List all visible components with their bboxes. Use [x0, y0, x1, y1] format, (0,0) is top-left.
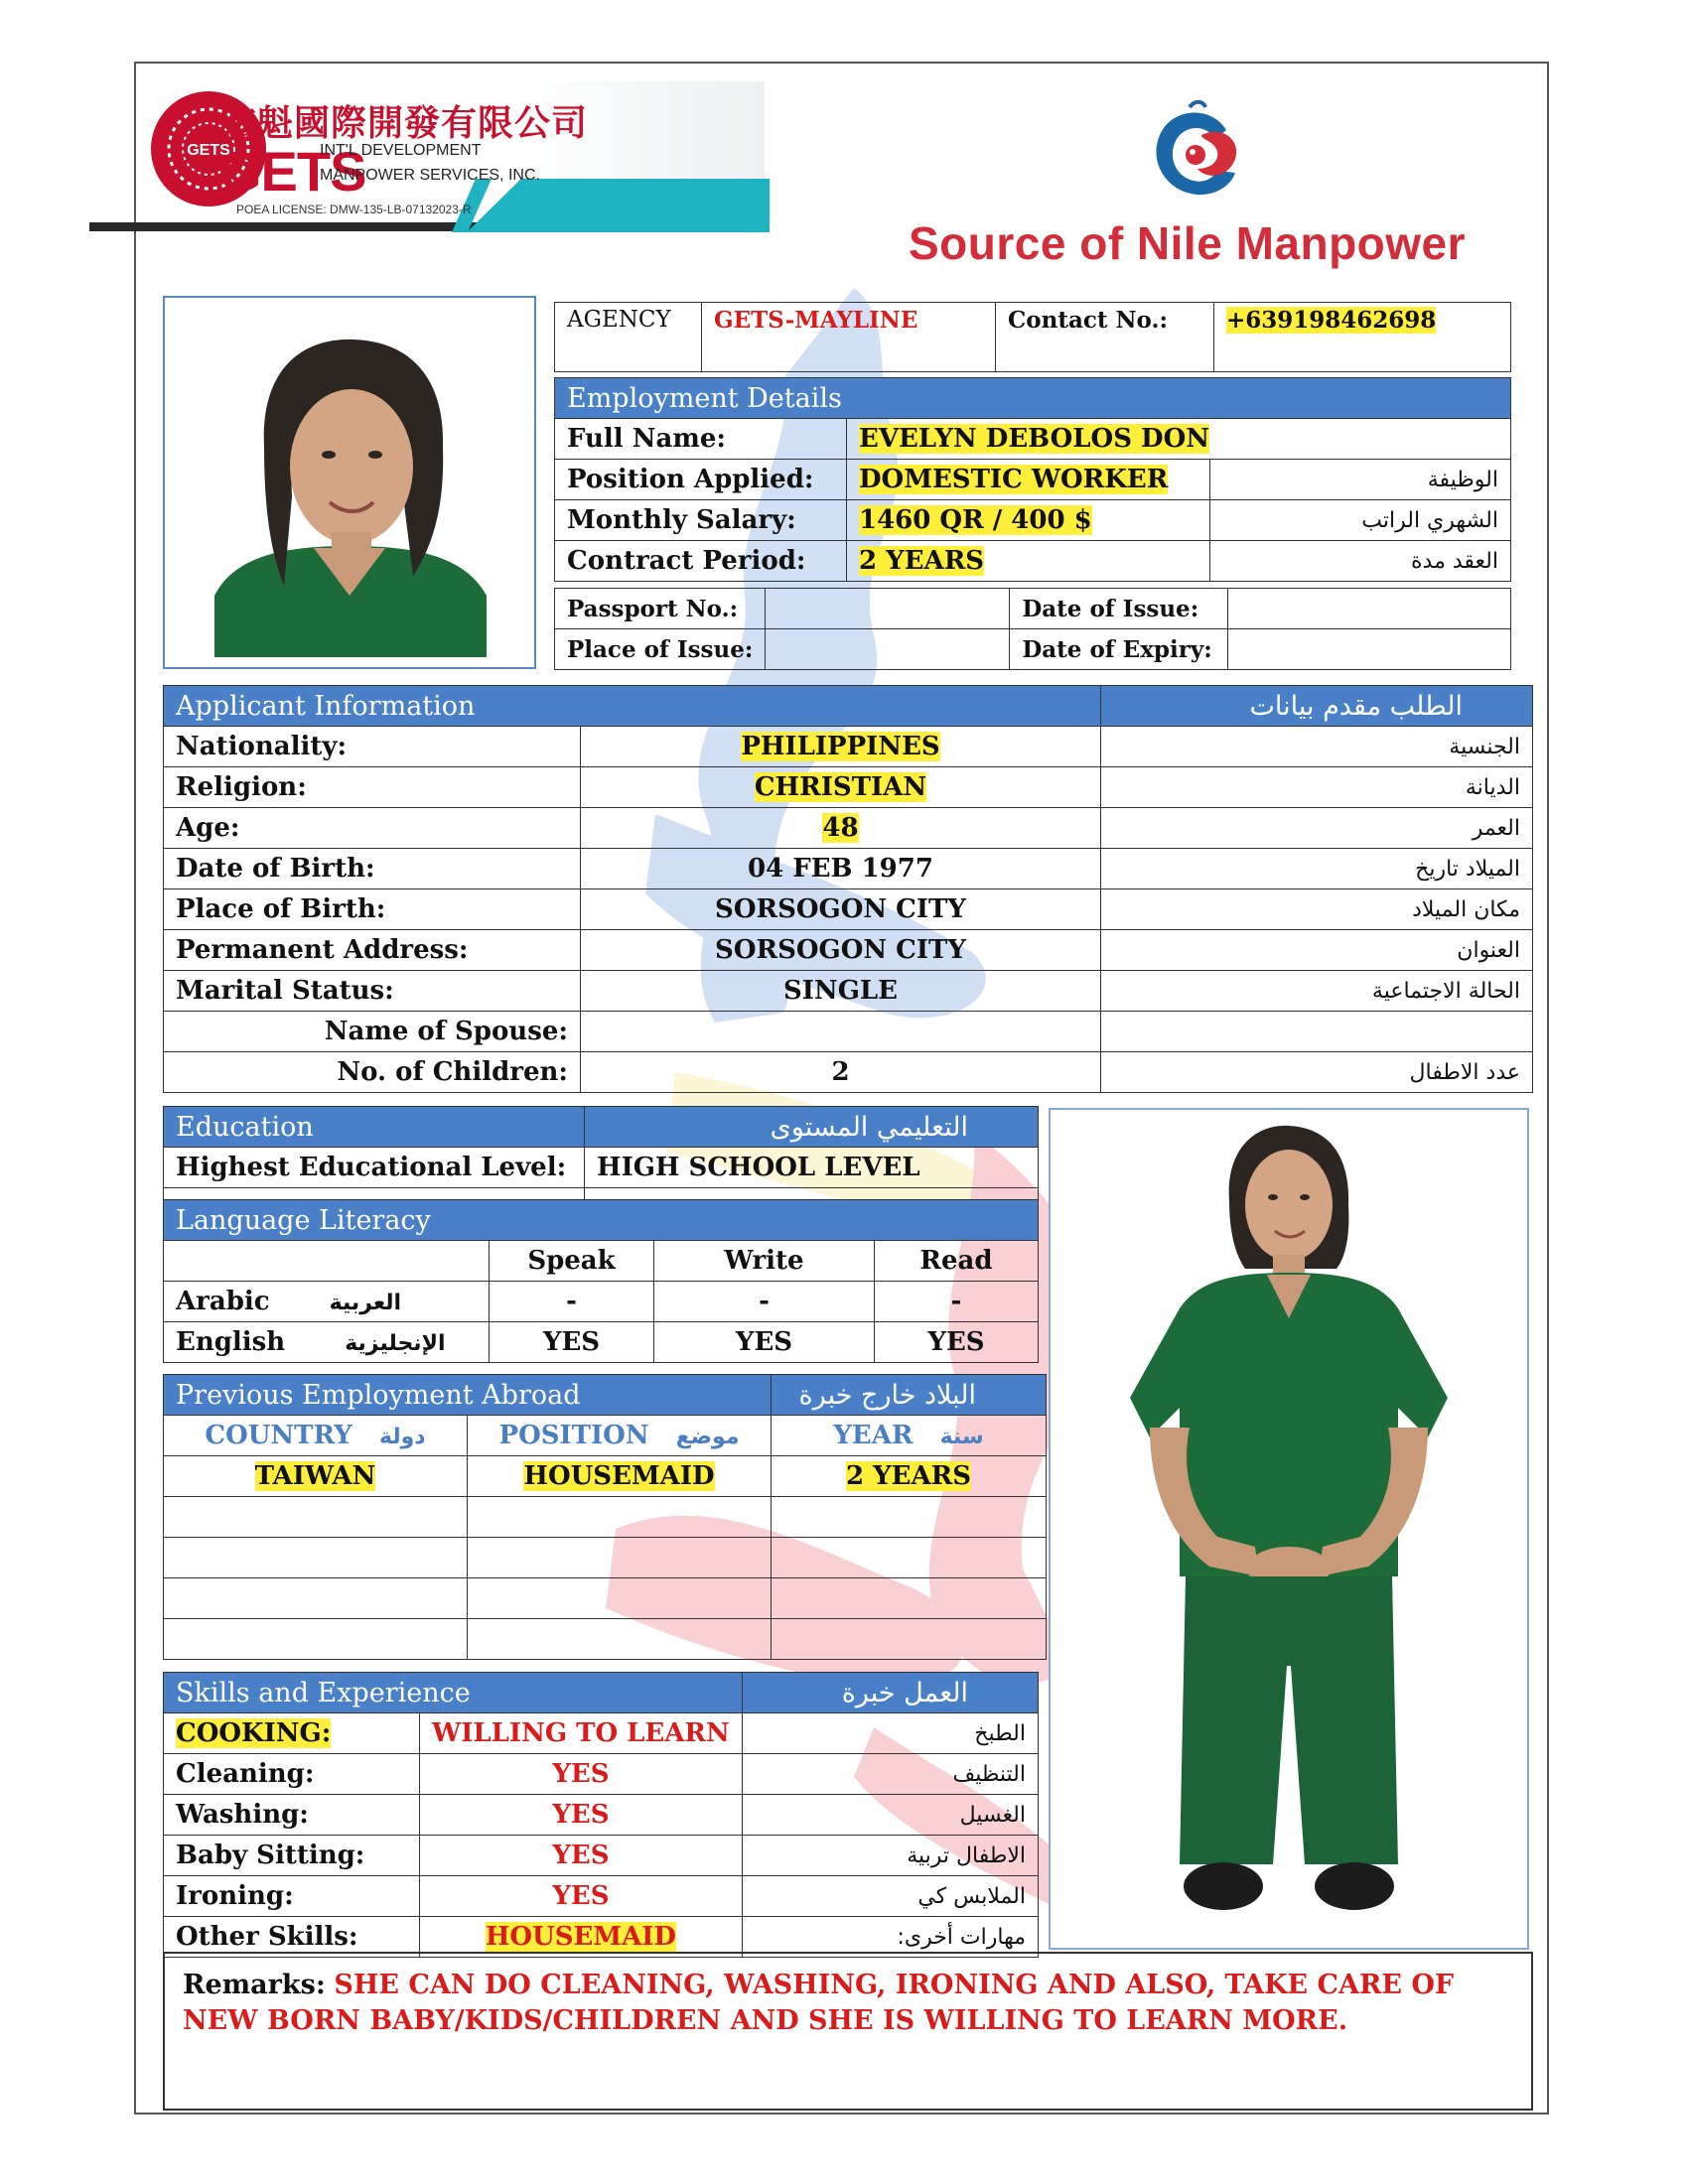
applicant-row-label: Permanent Address: — [164, 930, 581, 971]
skill-label-arabic: الملابس كي — [742, 1876, 1038, 1917]
education-table — [163, 1106, 1039, 1200]
skill-label-arabic: التنظيف — [742, 1754, 1038, 1795]
col-speak: Speak — [490, 1241, 654, 1282]
col-read: Read — [875, 1241, 1039, 1282]
position-label-arabic: الوظيفة — [1210, 460, 1511, 500]
col-year: YEAR — [833, 1421, 914, 1450]
applicant-row — [164, 930, 1533, 971]
applicant-headshot — [163, 296, 536, 669]
applicant-row-label: Name of Spouse: — [164, 1012, 581, 1052]
language-name-cell — [164, 1322, 490, 1363]
empty-cell — [164, 1619, 468, 1660]
language-name: English — [176, 1327, 286, 1357]
applicant-row-label-arabic — [1101, 1012, 1533, 1052]
position-value: DOMESTIC WORKER — [859, 465, 1169, 494]
issue-date-label: Date of Issue: — [1010, 589, 1228, 629]
applicant-row-label-arabic: مكان الميلاد — [1101, 889, 1533, 930]
salary-value: 1460 QR / 400 $ — [859, 505, 1092, 535]
language-write: YES — [654, 1322, 875, 1363]
applicant-row — [164, 849, 1533, 889]
language-name-arabic: الإنجليزية — [345, 1331, 446, 1356]
applicant-row-value-cell — [581, 767, 1101, 808]
skill-label: COOKING: — [176, 1718, 332, 1748]
applicant-row-value-cell — [581, 727, 1101, 767]
nile-logo-icon — [1132, 95, 1251, 205]
country-cell — [164, 1456, 468, 1497]
empty-cell — [772, 1578, 1047, 1619]
position-label: Position Applied: — [555, 460, 847, 500]
language-read: YES — [875, 1322, 1039, 1363]
skill-label: Other Skills: — [176, 1922, 358, 1952]
language-name-cell — [164, 1282, 490, 1322]
language-speak: YES — [490, 1322, 654, 1363]
applicant-row-label: Age: — [164, 808, 581, 849]
skill-row — [164, 1876, 1039, 1917]
previous-employment-empty-row — [164, 1538, 1047, 1578]
skill-label-cell — [164, 1795, 420, 1836]
gets-subtitle-1: INT'L DEVELOPMENT — [320, 142, 482, 159]
skills-experience-table — [163, 1672, 1039, 1958]
applicant-row-value: 04 FEB 1977 — [748, 854, 933, 884]
salary-label-arabic: الشهري الراتب — [1210, 500, 1511, 541]
remarks-box — [163, 1952, 1533, 2111]
language-name-arabic: العربية — [329, 1291, 402, 1315]
issue-date-value — [1228, 589, 1511, 629]
empty-cell — [468, 1538, 772, 1578]
gets-wordmark: GETS — [218, 140, 366, 203]
applicant-row-value-cell — [581, 1052, 1101, 1093]
empty-cell — [772, 1538, 1047, 1578]
col-year-arabic: سنة — [939, 1425, 984, 1449]
gets-chinese-name: 宏魁國際開發有限公司 — [220, 103, 589, 144]
skill-label-cell — [164, 1876, 420, 1917]
applicant-row-label: Date of Birth: — [164, 849, 581, 889]
place-of-issue-label: Place of Issue: — [555, 629, 766, 670]
contract-label: Contract Period: — [555, 541, 847, 582]
full-name-value: EVELYN DEBOLOS DON — [859, 424, 1209, 454]
employment-details-table — [554, 377, 1511, 582]
applicant-row-label: Religion: — [164, 767, 581, 808]
col-write: Write — [654, 1241, 875, 1282]
applicant-row-label: No. of Children: — [164, 1052, 581, 1093]
applicant-row-label: Marital Status: — [164, 971, 581, 1012]
education-title-arabic: التعليمي المستوى — [585, 1107, 1039, 1148]
col-country: COUNTRY — [205, 1421, 352, 1450]
contact-value: +639198462698 — [1226, 307, 1437, 334]
language-write: - — [654, 1282, 875, 1322]
previous-year: 2 YEARS — [845, 1461, 972, 1491]
language-read: - — [875, 1282, 1039, 1322]
education-level-value: HIGH SCHOOL LEVEL — [585, 1148, 1039, 1188]
passport-no-value — [766, 589, 1010, 629]
applicant-row-label-arabic: الديانة — [1101, 767, 1533, 808]
col-country-arabic: دولة — [379, 1425, 426, 1449]
language-literacy-table — [163, 1199, 1039, 1363]
skill-row — [164, 1795, 1039, 1836]
contract-label-arabic: العقد مدة — [1210, 541, 1511, 582]
applicant-row — [164, 889, 1533, 930]
passport-table — [554, 588, 1511, 670]
empty-cell — [164, 1538, 468, 1578]
education-title: Education — [164, 1107, 585, 1148]
applicant-row-value: PHILIPPINES — [741, 732, 940, 761]
skills-title-arabic: العمل خبرة — [742, 1673, 1038, 1713]
previous-employment-title-arabic: البلاد خارج خبرة — [772, 1375, 1047, 1416]
skill-value: WILLING TO LEARN — [432, 1718, 730, 1748]
skill-value: YES — [552, 1759, 610, 1789]
empty-cell — [164, 1578, 468, 1619]
gets-subtitle-2: MANPOWER SERVICES, INC. — [320, 167, 540, 184]
language-row — [164, 1322, 1039, 1363]
education-level-label: Highest Educational Level: — [164, 1148, 585, 1188]
applicant-row — [164, 1012, 1533, 1052]
gets-license: POEA LICENSE: DMW-135-LB-07132023-R — [236, 203, 472, 216]
empty-cell — [164, 1497, 468, 1538]
col-position-arabic: موضع — [675, 1425, 740, 1449]
previous-employment-empty-row — [164, 1497, 1047, 1538]
agency-table — [554, 302, 1511, 372]
remarks-label: Remarks: — [183, 1970, 326, 2000]
year-cell — [772, 1456, 1047, 1497]
skill-label-arabic: الطبخ — [742, 1713, 1038, 1754]
expiry-date-value — [1228, 629, 1511, 670]
applicant-row-label-arabic: الميلاد تاريخ — [1101, 849, 1533, 889]
contract-value: 2 YEARS — [859, 546, 985, 576]
skill-value-cell — [420, 1836, 743, 1876]
applicant-row-value: CHRISTIAN — [754, 772, 927, 802]
applicant-row-value-cell — [581, 808, 1101, 849]
empty-cell — [468, 1619, 772, 1660]
passport-no-label: Passport No.: — [555, 589, 766, 629]
skill-value-cell — [420, 1795, 743, 1836]
skill-label: Baby Sitting: — [176, 1841, 365, 1870]
applicant-row-value-cell — [581, 971, 1101, 1012]
applicant-row-value: SINGLE — [782, 976, 898, 1006]
agency-label: AGENCY — [555, 303, 702, 372]
applicant-row-label-arabic: العنوان — [1101, 930, 1533, 971]
applicant-row-label-arabic: الجنسية — [1101, 727, 1533, 767]
nile-title: Source of Nile Manpower — [909, 217, 1467, 269]
previous-country: TAIWAN — [254, 1461, 376, 1491]
skill-row — [164, 1713, 1039, 1754]
applicant-row-value-cell — [581, 930, 1101, 971]
agency-value: GETS-MAYLINE — [702, 303, 996, 372]
applicant-information-table — [163, 685, 1533, 1093]
language-literacy-title: Language Literacy — [164, 1200, 1039, 1241]
full-name-label: Full Name: — [555, 419, 847, 460]
skill-label-arabic: الغسيل — [742, 1795, 1038, 1836]
skill-label: Cleaning: — [176, 1759, 315, 1789]
applicant-row-value-cell — [581, 849, 1101, 889]
previous-employment-empty-row — [164, 1578, 1047, 1619]
empty-cell — [772, 1619, 1047, 1660]
position-cell — [468, 1456, 772, 1497]
applicant-row-value: 2 — [831, 1057, 850, 1087]
skill-value-cell — [420, 1876, 743, 1917]
skill-label: Washing: — [176, 1800, 309, 1830]
skill-value: YES — [552, 1800, 610, 1830]
applicant-row-value: 48 — [822, 813, 859, 843]
applicant-row — [164, 1052, 1533, 1093]
applicant-row-label-arabic: العمر — [1101, 808, 1533, 849]
skill-label-cell — [164, 1713, 420, 1754]
language-name: Arabic — [176, 1287, 270, 1316]
place-of-issue-value — [766, 629, 1010, 670]
skill-label-cell — [164, 1754, 420, 1795]
applicant-row-label: Nationality: — [164, 727, 581, 767]
header-rule — [89, 222, 506, 231]
skill-row — [164, 1836, 1039, 1876]
empty-cell — [468, 1578, 772, 1619]
applicant-row-label: Place of Birth: — [164, 889, 581, 930]
previous-employment-table — [163, 1374, 1047, 1660]
gets-badge-text: GETS — [187, 142, 230, 159]
salary-label: Monthly Salary: — [555, 500, 847, 541]
skill-label: Ironing: — [176, 1881, 294, 1911]
applicant-row — [164, 727, 1533, 767]
contact-label: Contact No.: — [996, 303, 1214, 372]
skill-value: HOUSEMAID — [485, 1922, 676, 1952]
skills-title: Skills and Experience — [164, 1673, 743, 1713]
employment-details-title: Employment Details — [555, 378, 1511, 419]
language-row — [164, 1282, 1039, 1322]
previous-employment-empty-row — [164, 1619, 1047, 1660]
skill-value: YES — [552, 1881, 610, 1911]
applicant-row-value-cell — [581, 889, 1101, 930]
empty-cell — [468, 1497, 772, 1538]
col-position: POSITION — [498, 1421, 649, 1450]
applicant-row — [164, 767, 1533, 808]
applicant-row-label-arabic: الحالة الاجتماعية — [1101, 971, 1533, 1012]
applicant-full-body-photo — [1049, 1108, 1529, 1950]
skill-label-cell — [164, 1836, 420, 1876]
skill-label-arabic: الاطفال تربية — [742, 1836, 1038, 1876]
previous-employment-title: Previous Employment Abroad — [164, 1375, 772, 1416]
applicant-row — [164, 971, 1533, 1012]
applicant-row-label-arabic: عدد الاطفال — [1101, 1052, 1533, 1093]
skill-value-cell — [420, 1713, 743, 1754]
applicant-row-value: SORSOGON CITY — [715, 935, 966, 965]
skill-label-arabic: مهارات أخرى: — [742, 1917, 1038, 1958]
skill-row — [164, 1754, 1039, 1795]
skill-value: YES — [552, 1841, 610, 1870]
applicant-row — [164, 808, 1533, 849]
expiry-date-label: Date of Expiry: — [1010, 629, 1228, 670]
applicant-information-title-arabic: الطلب مقدم بيانات — [1101, 686, 1533, 727]
skill-value-cell — [420, 1754, 743, 1795]
remarks-text: SHE CAN DO CLEANING, WASHING, IRONING AND ALSO, TAKE CARE OF NEW BORN BABY/KIDS/CHILDREN AND SHE IS WILLING TO LEARN MORE. — [183, 1970, 1455, 2036]
applicant-row-value-cell — [581, 1012, 1101, 1052]
language-speak: - — [490, 1282, 654, 1322]
applicant-information-title: Applicant Information — [164, 686, 1101, 727]
previous-employment-row — [164, 1456, 1047, 1497]
empty-cell — [772, 1497, 1047, 1538]
applicant-row-value: SORSOGON CITY — [715, 894, 966, 924]
previous-position: HOUSEMAID — [523, 1461, 715, 1491]
